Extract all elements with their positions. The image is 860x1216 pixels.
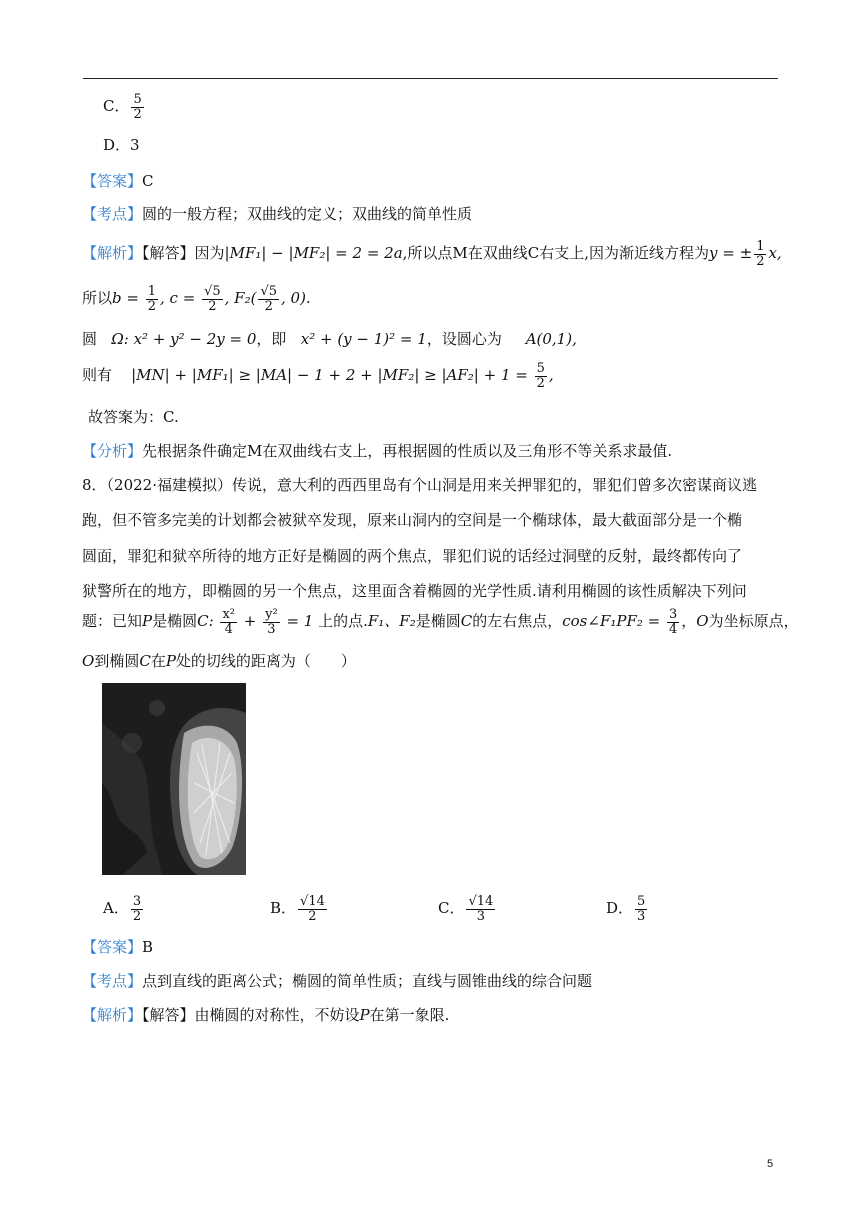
knowledge-point-prev: 【考点】圆的一般方程；双曲线的定义；双曲线的简单性质 [82,205,473,223]
analysis-tag: 【分析】 [82,442,143,460]
solution-line-4: 则有 |MN| + |MF₁| ≥ |MA| − 1 + 2 + |MF₂| ≥ |AF₂| + 1 = $\frac{5}{2}$ , [82,361,554,391]
solution-q8: 【解析】【解答】由椭圆的对称性，不妨设P在第一象限. [82,1006,450,1024]
choice-c[interactable]: C． $\frac{√14}{3}$ [438,894,494,924]
fraction: $\frac{5}{2}$ [133,92,142,122]
cave-photo [102,683,246,875]
q8-line-1: 8．（2022·福建模拟）传说，意大利的西西里岛有个山洞是用来关押罪犯的，罪犯们曾多次密谋商议逃 [82,476,758,494]
header-rule [83,78,778,79]
question-source: （2022·福建模拟） [106,476,232,494]
choice-b[interactable]: B． $\frac{√14}{2}$ [270,894,325,924]
page-number: 5 [767,1158,774,1170]
q8-line-6: O到椭圆C在P处的切线的距离为（ ） [82,652,356,670]
q8-line-2: 跑，但不管多完美的计划都会被狱卒发现，原来山洞内的空间是一个椭球体，最大截面部分是一个椭 [82,511,743,529]
q8-line-4: 狱警所在的地方，即椭圆的另一个焦点，这里面含着椭圆的光学性质.请利用椭圆的该性质解决下列问 [82,582,747,600]
solution-tag: 【解析】 [82,244,143,263]
knowledge-tag: 【考点】 [82,972,143,990]
knowledge-tag: 【考点】 [82,205,143,223]
analysis-line-prev: 【分析】先根据条件确定M在双曲线右支上，再根据圆的性质以及三角形不等关系求最值. [82,442,673,460]
choice-d[interactable]: D． $\frac{5}{3}$ [606,894,646,924]
choice-a[interactable]: A． $\frac{3}{2}$ [103,894,142,924]
answer-tag: 【答案】 [82,938,143,956]
choice-c-prev: C． $\frac{5}{2}$ [103,92,142,122]
solution-tag: 【解析】 [82,1006,143,1024]
solution-line-1: 【解析】【解答】因为|MF₁| − |MF₂| = 2 = 2a,所以点M在双曲线C右支上,因为渐近线方程为y = ± $\frac{1}{2}$ x, [82,239,782,269]
q8-line-3: 圆面，罪犯和狱卒所待的地方正好是椭圆的两个焦点，罪犯们说的话经过洞壁的反射，最终都传向了 [82,547,743,565]
answer-line-prev: 【答案】C [82,172,154,190]
answer-tag: 【答案】 [82,172,143,190]
answer-line-q8: 【答案】B [82,938,154,956]
choice-d-prev: D．3 [103,136,140,154]
q8-line-5: 题：已知P是椭圆C: $\frac{\text{x²}}{4}$ + $\frac{\text{y²}}{3}$ = 1 上的点.F₁、F₂是椭圆C的左右焦点，cos∠F₁PF₂ = $\frac{3}{4}$ ，O为坐标原点， [82,607,799,637]
knowledge-point-q8: 【考点】点到直线的距离公式；椭圆的简单性质；直线与圆锥曲线的综合问题 [82,972,593,990]
question-number: 8． [82,476,107,494]
solution-line-5: 故答案为：C. [88,408,179,426]
solution-line-3: 圆 Ω: x² + y² − 2y = 0，即 x² + (y − 1)² = 1，设圆心为 A(0,1), [82,330,577,348]
solution-line-2: 所以b = $\frac{1}{2}$ , c = $\frac{√5}{2}$ , F₂( $\frac{√5}{2}$ , 0). [82,284,311,314]
